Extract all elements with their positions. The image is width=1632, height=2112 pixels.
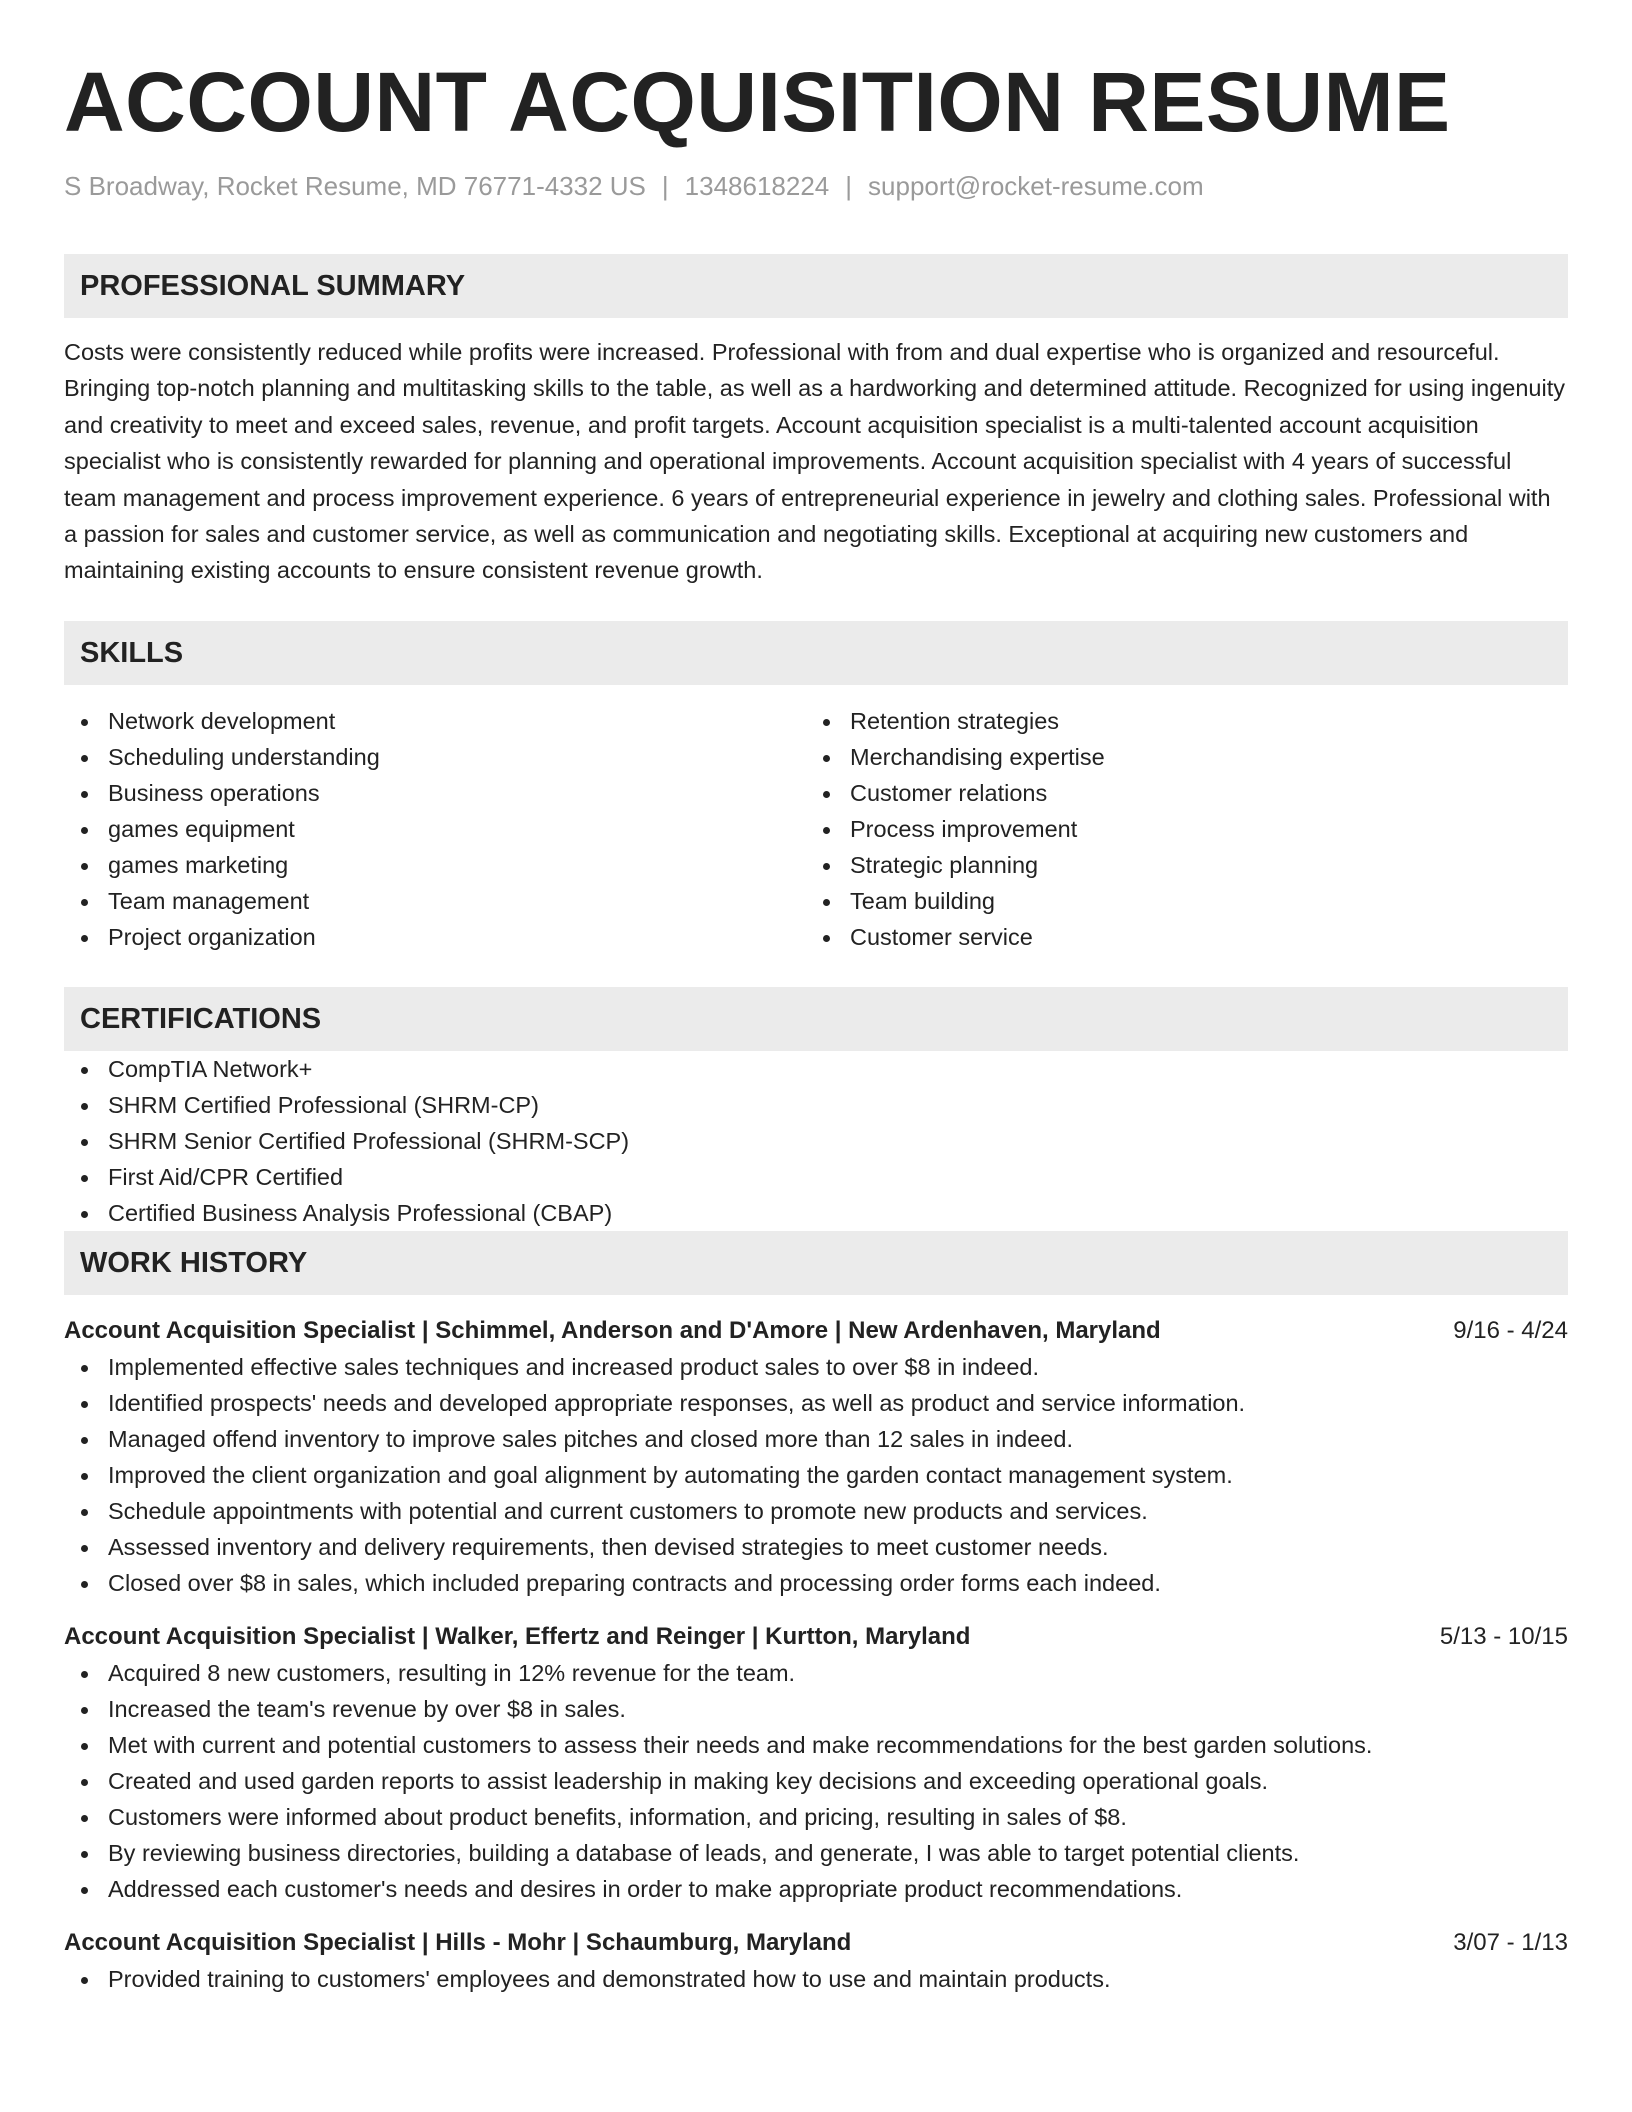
contact-phone: 1348618224 [684, 171, 830, 201]
job-bullet: By reviewing business directories, building a database of leads, and generate, I was able to target potential clients. [64, 1835, 1568, 1871]
certification-item: CompTIA Network+ [64, 1051, 1568, 1087]
skill-item: Retention strategies [806, 703, 1548, 739]
job-bullet: Schedule appointments with potential and current customers to promote new products and services. [64, 1493, 1568, 1529]
summary-section-header: PROFESSIONAL SUMMARY [64, 254, 1568, 318]
skill-item: Project organization [64, 919, 806, 955]
skill-item: Customer service [806, 919, 1548, 955]
job-bullet: Increased the team's revenue by over $8 in sales. [64, 1691, 1568, 1727]
job-header [64, 1619, 1568, 1655]
skill-item: games equipment [64, 811, 806, 847]
contact-separator: | [661, 171, 669, 201]
job-bullet: Improved the client organization and goal alignment by automating the garden contact management system. [64, 1457, 1568, 1493]
contact-separator: | [845, 171, 853, 201]
job-bullet: Customers were informed about product benefits, information, and pricing, resulting in sales of $8. [64, 1799, 1568, 1835]
job-entry [64, 1619, 1568, 1907]
job-bullet-list [64, 1349, 1568, 1601]
skill-item: Network development [64, 703, 806, 739]
skill-item: Team management [64, 883, 806, 919]
job-header [64, 1313, 1568, 1349]
skill-item: Team building [806, 883, 1548, 919]
work-history-section-header: WORK HISTORY [64, 1231, 1568, 1295]
certification-item: SHRM Certified Professional (SHRM-CP) [64, 1087, 1568, 1123]
contact-email[interactable]: support@rocket-resume.com [868, 171, 1204, 201]
job-bullet: Closed over $8 in sales, which included preparing contracts and processing order forms each indeed. [64, 1565, 1568, 1601]
skill-item: games marketing [64, 847, 806, 883]
skills-list-left [64, 703, 806, 955]
skills-section-header: SKILLS [64, 621, 1568, 685]
certification-item: SHRM Senior Certified Professional (SHRM-SCP) [64, 1123, 1568, 1159]
job-bullet: Provided training to customers' employees and demonstrated how to use and maintain products. [64, 1961, 1568, 1997]
job-entry [64, 1313, 1568, 1601]
job-bullet: Implemented effective sales techniques and increased product sales to over $8 in indeed. [64, 1349, 1568, 1385]
skill-item: Business operations [64, 775, 806, 811]
job-bullet-list [64, 1655, 1568, 1907]
job-bullet: Created and used garden reports to assist leadership in making key decisions and exceeding operational goals. [64, 1763, 1568, 1799]
job-bullet-list [64, 1961, 1568, 1997]
job-dates: 3/07 - 1/13 [1453, 1928, 1568, 1956]
job-bullet: Addressed each customer's needs and desires in order to make appropriate product recommendations. [64, 1871, 1568, 1907]
job-bullet: Managed offend inventory to improve sales pitches and closed more than 12 sales in indeed. [64, 1421, 1568, 1457]
certifications-list [64, 1051, 1568, 1231]
resume-page [64, 52, 1568, 1997]
contact-address: S Broadway, Rocket Resume, MD 76771-4332 US [64, 171, 646, 201]
job-bullet: Met with current and potential customers to assess their needs and make recommendations for the best garden solutions. [64, 1727, 1568, 1763]
job-title: Account Acquisition Specialist | Walker, Effertz and Reinger | Kurtton, Maryland [64, 1622, 971, 1650]
summary-text: Costs were consistently reduced while profits were increased. Professional with from and dual expertise who is organized and resourceful. Bringing top-notch planning and multitasking skills to the table, as well as a hardworking and determined attitude. Recognized for using ingenuity and creativity to meet and exceed sales, revenue, and profit targets. Account acquisition specialist is a multi-talented account acquisition specialist who is consistently rewarded for planning and operational improvements. Account acquisition specialist with 4 years of successful team management and process improvement experience. 6 years of entrepreneurial experience in jewelry and clothing sales. Professional with a passion for sales and customer service, as well as communication and negotiating skills. Exceptional at acquiring new customers and maintaining existing accounts to ensure consistent revenue growth. [64, 339, 1565, 584]
skill-item: Merchandising expertise [806, 739, 1548, 775]
job-bullet: Acquired 8 new customers, resulting in 12% revenue for the team. [64, 1655, 1568, 1691]
certification-item: First Aid/CPR Certified [64, 1159, 1568, 1195]
job-title: Account Acquisition Specialist | Schimmel, Anderson and D'Amore | New Ardenhaven, Maryland [64, 1316, 1161, 1344]
job-entry [64, 1925, 1568, 1997]
job-header [64, 1925, 1568, 1961]
job-bullet: Identified prospects' needs and developed appropriate responses, as well as product and service information. [64, 1385, 1568, 1421]
certification-item: Certified Business Analysis Professional (CBAP) [64, 1195, 1568, 1231]
skill-item: Process improvement [806, 811, 1548, 847]
job-title: Account Acquisition Specialist | Hills - Mohr | Schaumburg, Maryland [64, 1928, 852, 1956]
job-dates: 9/16 - 4/24 [1453, 1316, 1568, 1344]
skill-item: Strategic planning [806, 847, 1548, 883]
certifications-section-header: CERTIFICATIONS [64, 987, 1568, 1051]
skill-item: Customer relations [806, 775, 1548, 811]
job-bullet: Assessed inventory and delivery requirements, then devised strategies to meet customer needs. [64, 1529, 1568, 1565]
skills-grid [64, 703, 1568, 955]
skill-item: Scheduling understanding [64, 739, 806, 775]
contact-line [64, 168, 1568, 204]
job-dates: 5/13 - 10/15 [1439, 1622, 1568, 1650]
skills-list-right [806, 703, 1548, 955]
resume-title: ACCOUNT ACQUISITION RESUME [64, 55, 1451, 149]
